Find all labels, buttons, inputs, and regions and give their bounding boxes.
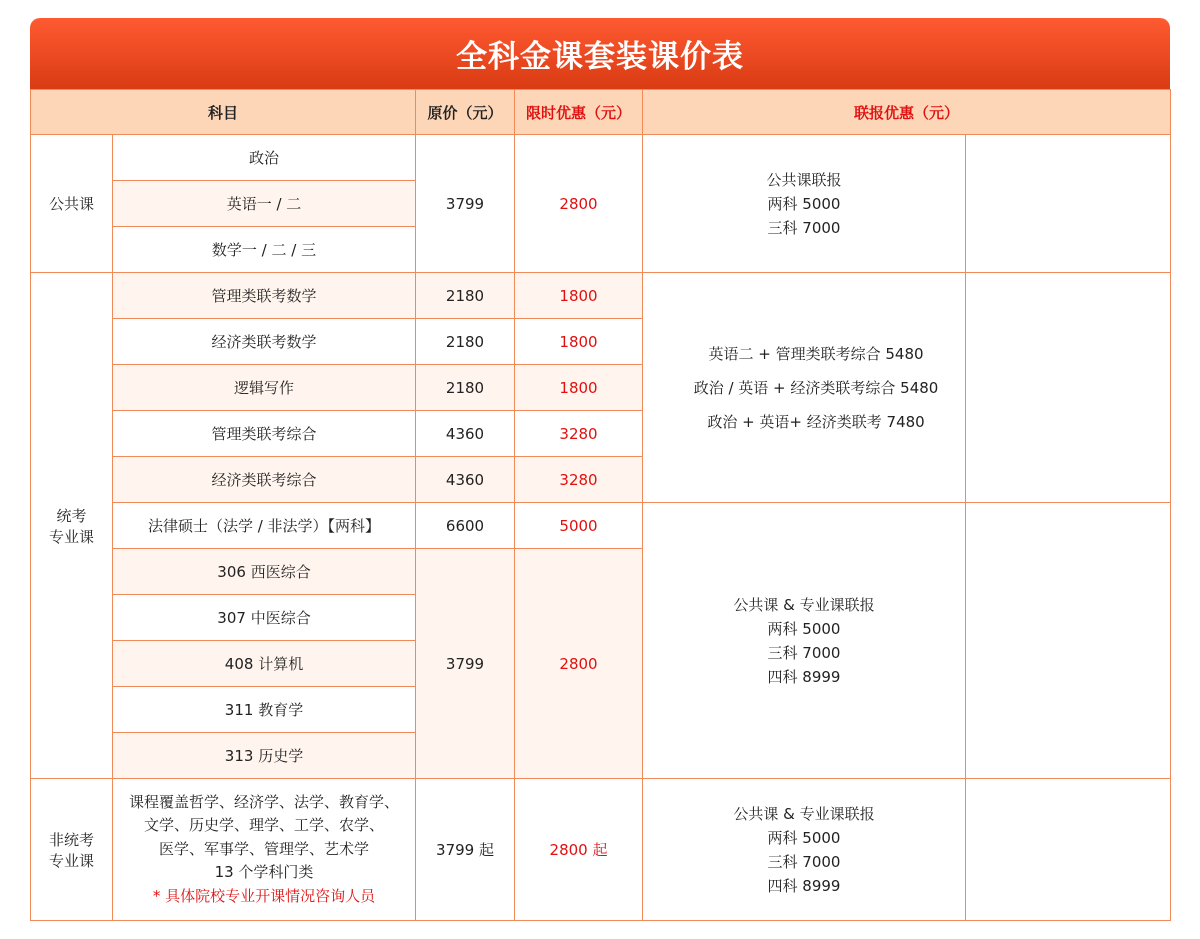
combo-line: 两科 5000 — [767, 619, 841, 638]
blank-cell — [966, 135, 1171, 273]
discount-price-cell: 2800 — [515, 135, 643, 273]
subject-cell: 法律硕士（法学 / 非法学）【两科】 — [113, 503, 416, 549]
category-line: 专业课 — [48, 851, 94, 870]
combo-line: 英语二 + 管理类联考综合 5480 — [708, 344, 924, 363]
original-price-cell: 6600 — [416, 503, 515, 549]
discount-price-cell: 5000 — [515, 503, 643, 549]
combo-line: 两科 5000 — [767, 828, 841, 847]
nonunified-description-cell — [113, 779, 416, 921]
discount-price-cell: 1800 — [515, 273, 643, 319]
subject-cell: 408 计算机 — [113, 641, 416, 687]
combo-line: 政治 + 英语+ 经济类联考 7480 — [707, 412, 925, 431]
original-price-cell: 2180 — [416, 365, 515, 411]
category-line: 专业课 — [48, 527, 94, 546]
price-table — [30, 89, 1171, 921]
combo-offer-cell — [643, 779, 966, 921]
combo-line: 四科 8999 — [767, 667, 841, 686]
combo-line: 三科 7000 — [767, 643, 841, 662]
header-subject: 科目 — [31, 90, 416, 135]
consult-note: * 具体院校专业开课情况咨询人员 — [152, 886, 376, 905]
header-combo-price: 联报优惠（元） — [643, 90, 1171, 135]
subject-cell: 311 教育学 — [113, 687, 416, 733]
combo-line: 四科 8999 — [767, 876, 841, 895]
combo-offer-cell — [643, 135, 966, 273]
subject-cell: 313 历史学 — [113, 733, 416, 779]
blank-cell — [966, 779, 1171, 921]
combo-line: 政治 / 英语 + 经济类联考综合 5480 — [693, 378, 939, 397]
table-row — [31, 503, 1171, 549]
combo-line: 公共课 & 专业课联报 — [733, 595, 875, 614]
title-banner — [30, 18, 1170, 89]
description-line: 课程覆盖哲学、经济学、法学、教育学、 — [129, 792, 400, 811]
category-public: 公共课 — [31, 135, 113, 273]
blank-cell — [966, 273, 1171, 503]
description-line: 13 个学科门类 — [214, 863, 314, 882]
original-price-cell: 2180 — [416, 319, 515, 365]
combo-line: 三科 7000 — [767, 218, 841, 237]
original-price-cell: 3799 起 — [416, 779, 515, 921]
subject-cell: 经济类联考数学 — [113, 319, 416, 365]
original-price-cell: 3799 — [416, 135, 515, 273]
blank-cell — [966, 503, 1171, 779]
subject-cell: 数学一 / 二 / 三 — [113, 227, 416, 273]
page-title: 全科金课套装课价表 — [456, 39, 744, 75]
discount-price-cell: 2800 起 — [515, 779, 643, 921]
header-row — [31, 90, 1171, 135]
original-price-cell: 4360 — [416, 411, 515, 457]
table-row — [31, 273, 1171, 319]
description-line: 文学、历史学、理学、工学、农学、 — [144, 816, 385, 835]
category-unified — [31, 273, 113, 779]
category-line: 统考 — [56, 506, 87, 525]
original-price-cell: 3799 — [416, 549, 515, 779]
discount-price-cell: 1800 — [515, 319, 643, 365]
discount-price-cell: 2800 — [515, 549, 643, 779]
subject-cell: 管理类联考综合 — [113, 411, 416, 457]
combo-line: 公共课联报 — [766, 170, 842, 189]
description-line: 医学、军事学、管理学、艺术学 — [159, 839, 370, 858]
subject-cell: 英语一 / 二 — [113, 181, 416, 227]
combo-line: 两科 5000 — [767, 194, 841, 213]
table-row — [31, 135, 1171, 181]
header-discount-price: 限时优惠（元） — [515, 90, 643, 135]
discount-price-cell: 1800 — [515, 365, 643, 411]
subject-cell: 政治 — [113, 135, 416, 181]
combo-line: 三科 7000 — [767, 852, 841, 871]
category-line: 非统考 — [48, 830, 94, 849]
combo-offer-cell — [643, 273, 966, 503]
table-row — [31, 779, 1171, 921]
subject-cell: 经济类联考综合 — [113, 457, 416, 503]
combo-line: 公共课 & 专业课联报 — [733, 804, 875, 823]
discount-price-cell: 3280 — [515, 411, 643, 457]
original-price-cell: 2180 — [416, 273, 515, 319]
subject-cell: 307 中医综合 — [113, 595, 416, 641]
discount-price-cell: 3280 — [515, 457, 643, 503]
original-price-cell: 4360 — [416, 457, 515, 503]
combo-offer-cell — [643, 503, 966, 779]
price-table-container — [30, 18, 1170, 921]
subject-cell: 306 西医综合 — [113, 549, 416, 595]
header-original-price: 原价（元） — [416, 90, 515, 135]
subject-cell: 管理类联考数学 — [113, 273, 416, 319]
subject-cell: 逻辑写作 — [113, 365, 416, 411]
category-nonunified — [31, 779, 113, 921]
